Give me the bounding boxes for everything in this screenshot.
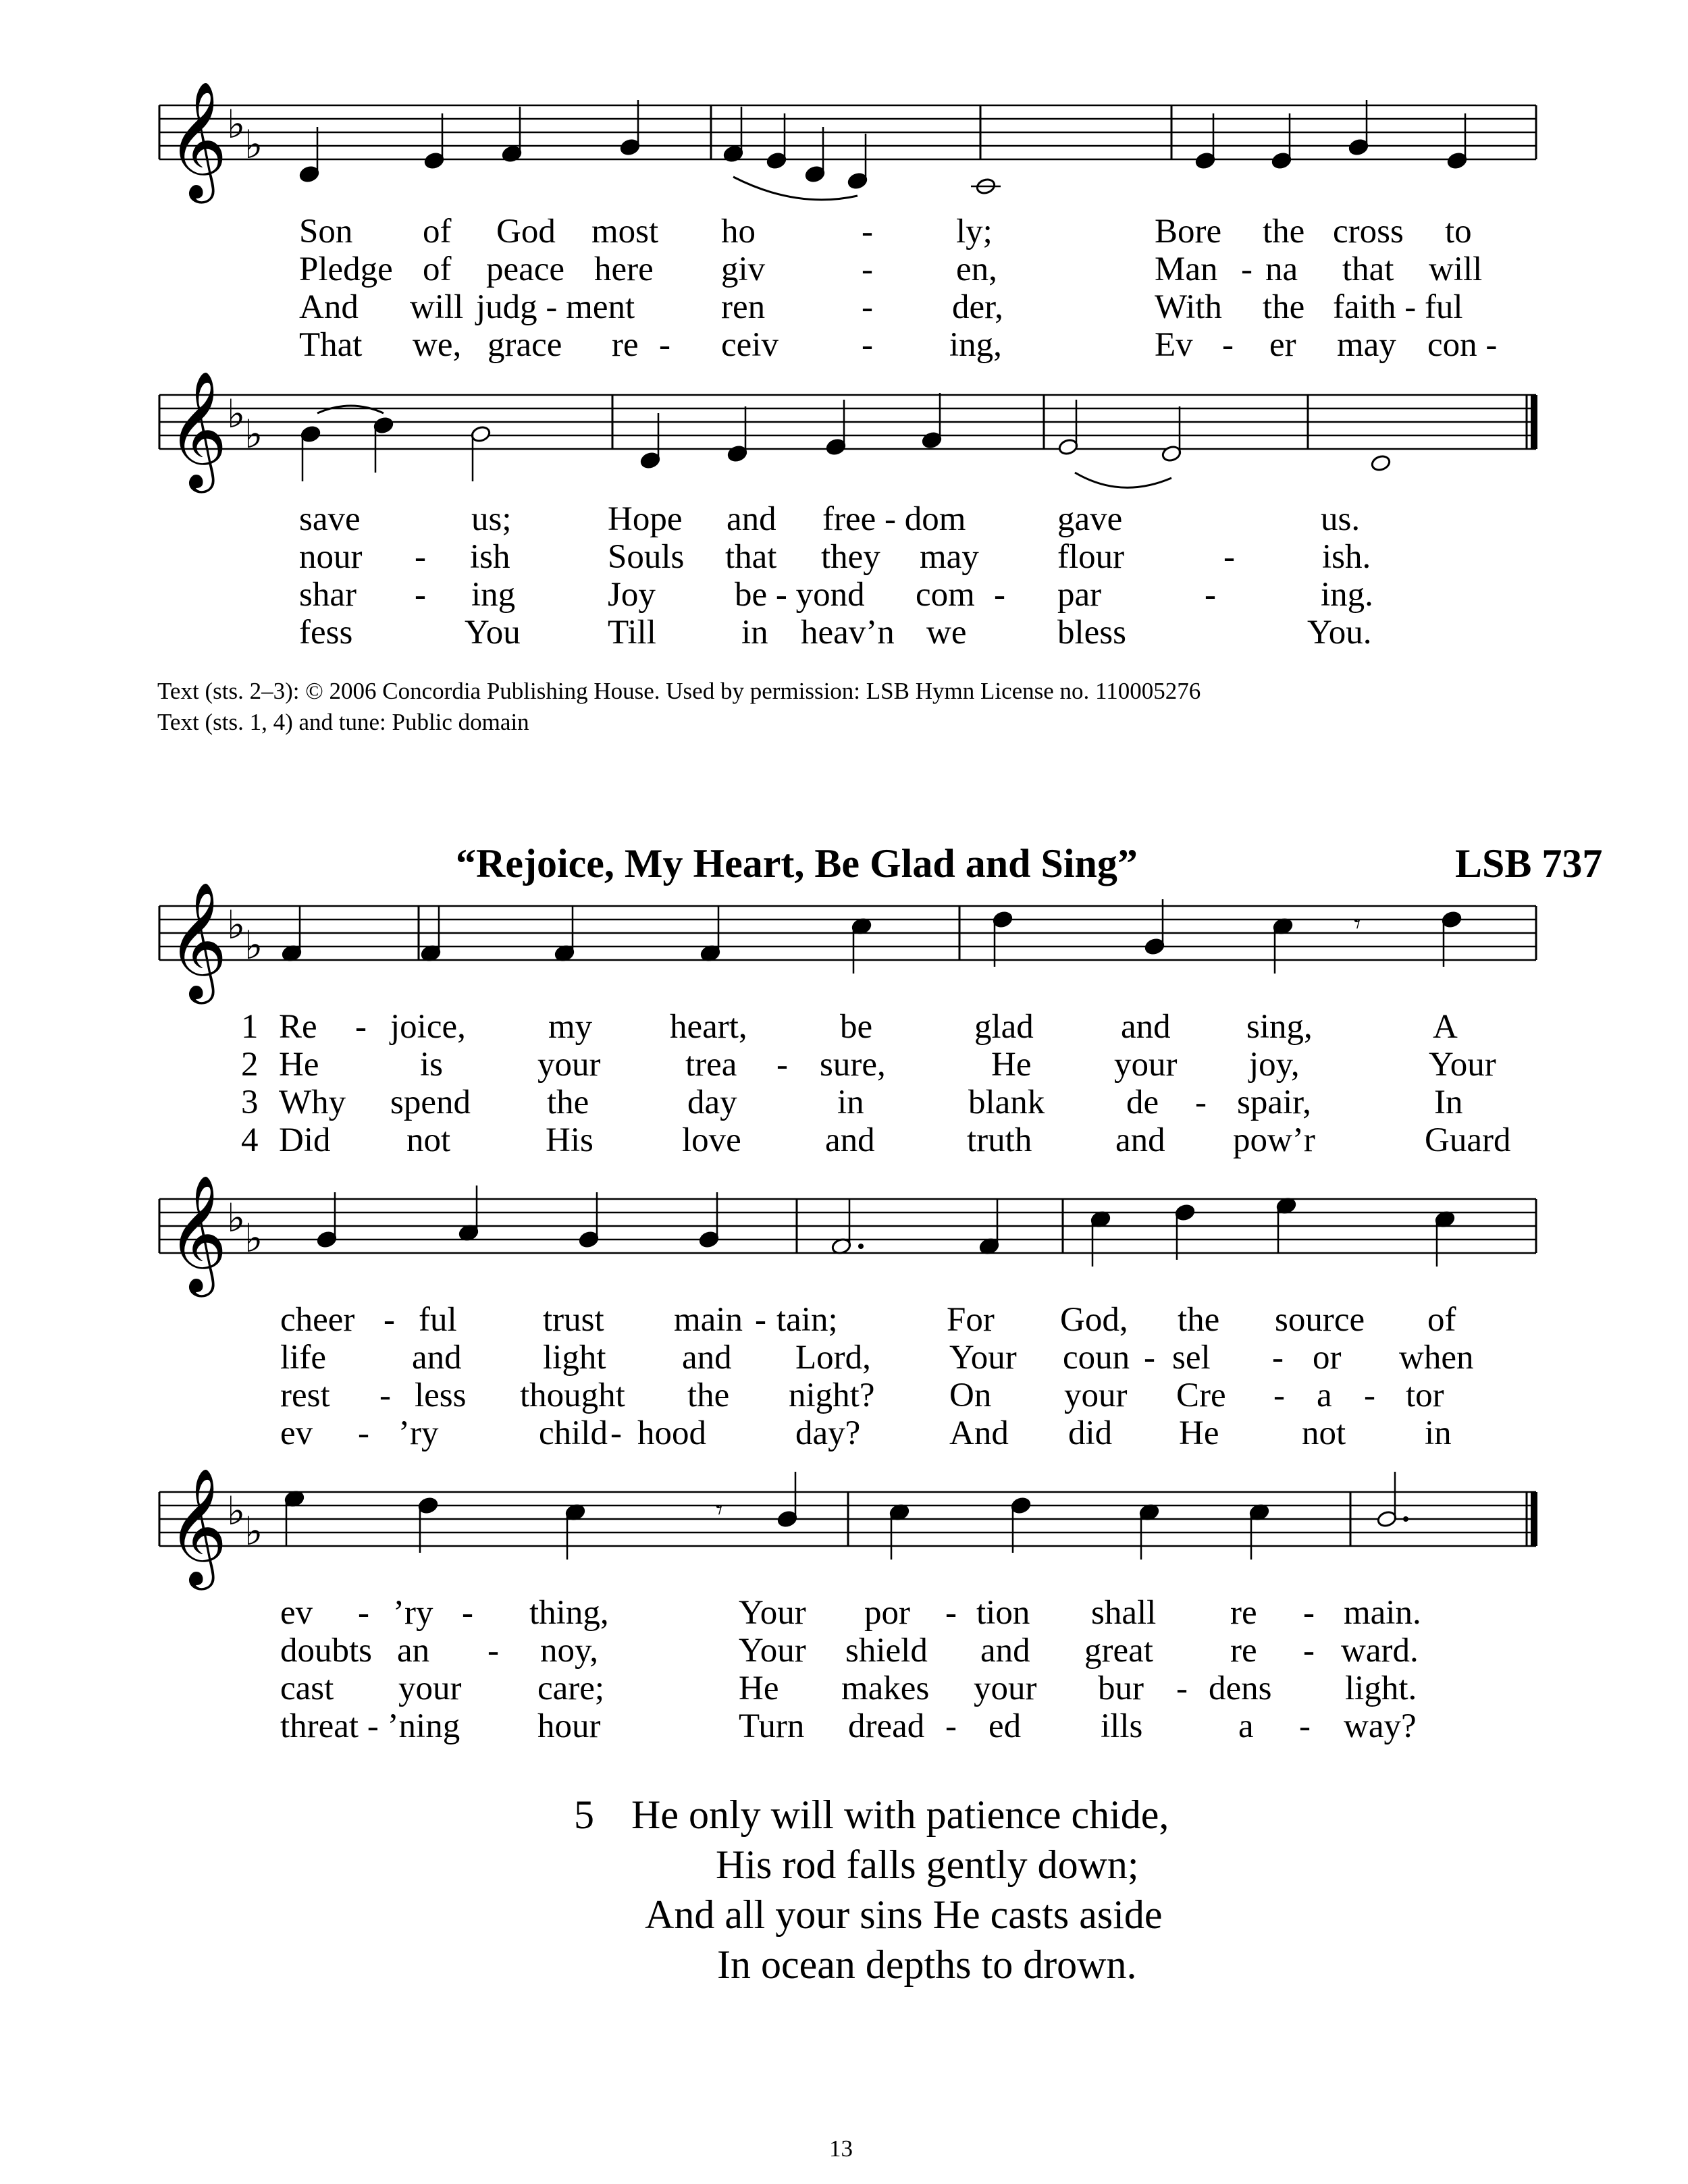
lyric: hood (637, 1414, 706, 1452)
lyric: makes (841, 1670, 930, 1707)
flat-sign: ♭ (244, 1215, 263, 1261)
dot (858, 1244, 864, 1249)
lyric: most (591, 213, 659, 250)
lyric: - (358, 1594, 369, 1632)
lyric: not (1302, 1414, 1346, 1452)
lyric: the (1263, 213, 1305, 250)
lyric: cast (280, 1670, 334, 1707)
lyric: will (1429, 250, 1483, 288)
lyric: heav’n (801, 614, 895, 651)
lyric: - (1176, 1670, 1188, 1707)
lyric: Guard (1425, 1121, 1511, 1159)
final-barline (1531, 395, 1537, 449)
flat-sign: ♭ (227, 391, 246, 437)
lyric: - (862, 250, 873, 288)
lyric: day (687, 1084, 737, 1121)
stanza-number: 4 (241, 1121, 259, 1159)
lyric: Did (279, 1121, 331, 1159)
lyric: Cre (1176, 1377, 1226, 1414)
lyric: - (945, 1594, 957, 1632)
credit-line: Text (sts. 2–3): © 2006 Concordia Publishing House. Used by permission: LSB Hymn License no. 110005276 (157, 678, 1201, 704)
lyric: And (299, 288, 359, 326)
lyric: in (837, 1084, 864, 1121)
lyric: shield (845, 1632, 928, 1670)
lyric: - (1299, 1707, 1311, 1745)
flat-sign: ♭ (227, 1488, 246, 1534)
lyric: us. (1321, 500, 1361, 538)
lyric: Why (279, 1084, 346, 1121)
lyric: your (1114, 1046, 1178, 1084)
lyric: we, (413, 326, 462, 364)
stanza-line: And all your sins He casts aside (645, 1892, 1163, 1937)
lyric: the (1178, 1301, 1220, 1339)
treble-clef: 𝄞 (167, 371, 228, 488)
lyric: spair, (1237, 1084, 1311, 1121)
hymn-title: “Rejoice, My Heart, Be Glad and Sing” (456, 841, 1138, 886)
lyric: Joy (608, 576, 656, 614)
lyric: ward. (1341, 1632, 1419, 1670)
note-head (1371, 454, 1392, 473)
lyric: tion (976, 1594, 1030, 1632)
lyric: glad (974, 1008, 1034, 1046)
lyric: re (1230, 1632, 1257, 1670)
lyric: Till (608, 614, 656, 651)
lyric: the (1263, 288, 1305, 326)
lyric: in (741, 614, 768, 651)
lyric: not (406, 1121, 451, 1159)
lyric: ed (988, 1707, 1022, 1745)
lyric: pow’r (1233, 1121, 1315, 1159)
lyric: He (739, 1670, 779, 1707)
lyric: love (682, 1121, 741, 1159)
lyric: faith - ful (1333, 288, 1463, 326)
lyric: save (299, 500, 361, 538)
stanza-number: 5 (574, 1792, 594, 1837)
slur (317, 406, 384, 413)
lyric: ho (721, 213, 756, 250)
lyric: and (727, 500, 776, 538)
lyric: Hope (608, 500, 683, 538)
lyric: spend (390, 1084, 471, 1121)
lyric: - (1223, 538, 1235, 576)
lyric: coun (1063, 1339, 1130, 1377)
lyric: na (1265, 250, 1298, 288)
treble-clef: 𝄞 (167, 882, 228, 999)
lyric: ing, (949, 326, 1002, 364)
lyric: - (415, 576, 426, 614)
lyric: cross (1333, 213, 1404, 250)
lyric: in (1425, 1414, 1452, 1452)
lyric: - (415, 538, 426, 576)
lyric: and (1121, 1008, 1171, 1046)
treble-clef: 𝄞 (167, 1468, 228, 1585)
lyric: child (539, 1414, 608, 1452)
lyric: thought (520, 1377, 625, 1414)
lyric: free - dom (822, 500, 966, 538)
lyric: - (355, 1008, 367, 1046)
stanza-line: His rod falls gently down; (716, 1842, 1139, 1887)
lyric: when (1399, 1339, 1474, 1377)
lyric: dread (848, 1707, 925, 1745)
lyric: your (398, 1670, 462, 1707)
lyric: rest (280, 1377, 330, 1414)
lyric: an (397, 1632, 430, 1670)
lyric: sure, (820, 1046, 886, 1084)
lyric: A (1433, 1008, 1458, 1046)
lyric: trust (543, 1301, 604, 1339)
flat-sign: ♭ (244, 411, 263, 457)
lyric: main. (1344, 1594, 1421, 1632)
lyric: ing (471, 576, 516, 614)
stanza-line: He only will with patience chide, (631, 1792, 1169, 1837)
lyric: giv (721, 250, 766, 288)
lyric: That (299, 326, 363, 364)
lyric: and (412, 1339, 462, 1377)
lyric: tor (1406, 1377, 1444, 1414)
lyric: re (612, 326, 639, 364)
lyric: truth (967, 1121, 1032, 1159)
lyric: Ev (1155, 326, 1193, 364)
lyric: less (415, 1377, 467, 1414)
lyric: ’ry (398, 1414, 439, 1452)
lyric: is (420, 1046, 444, 1084)
lyric: shall (1091, 1594, 1157, 1632)
flat-sign: ♭ (244, 922, 263, 968)
lyric: care; (537, 1670, 605, 1707)
lyric: Turn (739, 1707, 805, 1745)
lyric: be - yond (735, 576, 865, 614)
lyric: With (1155, 288, 1222, 326)
lyric: that (725, 538, 777, 576)
lyric: ev (280, 1414, 313, 1452)
lyric: your (537, 1046, 601, 1084)
lyric: heart, (670, 1008, 747, 1046)
lyric: cheer (280, 1301, 355, 1339)
lyric: - (358, 1414, 369, 1452)
lyric: bless (1057, 614, 1126, 651)
lyric: He (1179, 1414, 1219, 1452)
lyric: sel (1172, 1339, 1211, 1377)
lyric: - (776, 1046, 788, 1084)
lyric: - (462, 1594, 473, 1632)
stanza-number: 2 (241, 1046, 259, 1084)
lyric: - (862, 213, 873, 250)
lyric: of (423, 250, 452, 288)
lyric: He (279, 1046, 319, 1084)
flat-sign: ♭ (227, 902, 246, 948)
lyric: dens (1209, 1670, 1272, 1707)
lyric: der, (952, 288, 1003, 326)
lyric: shar (299, 576, 357, 614)
lyric: night? (789, 1377, 875, 1414)
stanza-number: 3 (241, 1084, 259, 1121)
lyric: God, (1060, 1301, 1128, 1339)
flat-sign: ♭ (227, 101, 246, 147)
treble-clef: 𝄞 (167, 1175, 228, 1292)
lyric: doubts (280, 1632, 373, 1670)
lyric: de (1126, 1084, 1159, 1121)
lyric: tain; (776, 1301, 838, 1339)
lyric: or (1313, 1339, 1342, 1377)
lyric: be (840, 1008, 873, 1046)
lyric: - (379, 1377, 391, 1414)
lyric: - (1272, 1339, 1284, 1377)
lyric: the (547, 1084, 589, 1121)
hymn-number: LSB 737 (1455, 841, 1603, 886)
lyric: us; (471, 500, 512, 538)
lyric: thing, (529, 1594, 609, 1632)
lyric: For (947, 1301, 995, 1339)
lyric: and (980, 1632, 1030, 1670)
lyric: Your (739, 1632, 806, 1670)
lyric: life (280, 1339, 326, 1377)
lyric: Your (1429, 1046, 1496, 1084)
dot (1403, 1516, 1408, 1522)
lyric: ev (280, 1594, 313, 1632)
lyric: - (862, 288, 873, 326)
lyric: fess (299, 614, 353, 651)
lyric: You. (1307, 614, 1372, 651)
lyric: - (1303, 1594, 1315, 1632)
lyric: - (945, 1707, 957, 1745)
lyric: Bore (1155, 213, 1222, 250)
lyric: your (1064, 1377, 1128, 1414)
lyric: joice, (390, 1008, 466, 1046)
lyric: Re (279, 1008, 317, 1046)
lyric: of (1427, 1301, 1456, 1339)
eighth-rest: 𝄾 (1354, 909, 1361, 940)
flat-sign: ♭ (244, 122, 263, 167)
lyric: ing. (1321, 576, 1373, 614)
lyric: Man (1155, 250, 1218, 288)
lyric: - (1222, 326, 1234, 364)
lyric: - (659, 326, 670, 364)
lyric: your (974, 1670, 1037, 1707)
lyric: God (496, 213, 556, 250)
page-number: 13 (829, 2135, 853, 2162)
lyric: - (994, 576, 1005, 614)
lyric: He (991, 1046, 1032, 1084)
lyric: ceiv (721, 326, 779, 364)
lyric: - (1364, 1377, 1375, 1414)
lyric: to (1445, 213, 1472, 250)
lyric: ly; (956, 213, 993, 250)
lyric: Lord, (795, 1339, 871, 1377)
lyric: they (821, 538, 880, 576)
lyric: Your (739, 1594, 806, 1632)
lyric: may (920, 538, 979, 576)
lyric: and (682, 1339, 732, 1377)
lyric: main (674, 1301, 743, 1339)
lyric: light (543, 1339, 606, 1377)
lyric: en, (956, 250, 997, 288)
lyric: will (410, 288, 464, 326)
lyric: - (610, 1414, 622, 1452)
lyric: a (1317, 1377, 1332, 1414)
flat-sign: ♭ (244, 1508, 263, 1554)
lyric: Son (299, 213, 353, 250)
lyric: way? (1344, 1707, 1417, 1745)
lyric: grace (487, 326, 562, 364)
lyric: the (687, 1377, 730, 1414)
lyric: Your (949, 1339, 1017, 1377)
flat-sign: ♭ (227, 1195, 246, 1241)
lyric: You (465, 614, 521, 651)
lyric: Pledge (299, 250, 393, 288)
credit-line: Text (sts. 1, 4) and tune: Public domain (157, 709, 529, 735)
lyric: may (1337, 326, 1396, 364)
lyric: - (755, 1301, 766, 1339)
lyric: In (1434, 1084, 1463, 1121)
eighth-rest: 𝄾 (716, 1495, 723, 1526)
lyric: - (487, 1632, 499, 1670)
lyric: great (1084, 1632, 1153, 1670)
lyric: hour (537, 1707, 601, 1745)
lyric: a (1238, 1707, 1254, 1745)
lyric: peace (486, 250, 565, 288)
lyric: gave (1057, 500, 1123, 538)
lyric: trea (685, 1046, 737, 1084)
lyric: - (1241, 250, 1252, 288)
lyric: threat - ’ning (280, 1707, 460, 1745)
lyric: bur (1098, 1670, 1144, 1707)
lyric: and (1115, 1121, 1165, 1159)
lyric: par (1057, 576, 1102, 614)
lyric: judg - ment (476, 288, 635, 326)
final-barline (1531, 1492, 1537, 1546)
lyric: ish (470, 538, 510, 576)
lyric: - (384, 1301, 395, 1339)
lyric: His (546, 1121, 594, 1159)
lyric: - (1144, 1339, 1155, 1377)
lyric: ren (721, 288, 766, 326)
lyric: On (949, 1377, 992, 1414)
lyric: ful (419, 1301, 457, 1339)
lyric: here (594, 250, 654, 288)
lyric: noy, (540, 1632, 598, 1670)
lyric: Souls (608, 538, 685, 576)
lyric: light. (1345, 1670, 1417, 1707)
stanza-line: In ocean depths to drown. (717, 1942, 1137, 1987)
lyric: con - (1427, 326, 1498, 364)
slur (1075, 473, 1171, 487)
lyric: ills (1101, 1707, 1143, 1745)
lyric: - (1273, 1377, 1285, 1414)
lyric: blank (968, 1084, 1045, 1121)
lyric: joy, (1249, 1046, 1300, 1084)
lyric: source (1275, 1301, 1365, 1339)
stanza-number: 1 (241, 1008, 259, 1046)
lyric: - (862, 326, 873, 364)
lyric: ’ry (393, 1594, 433, 1632)
treble-clef: 𝄞 (167, 81, 228, 198)
lyric: flour (1057, 538, 1125, 576)
lyric: And (949, 1414, 1009, 1452)
lyric: - (1303, 1632, 1315, 1670)
lyric: sing, (1246, 1008, 1313, 1046)
slur (733, 177, 858, 200)
lyric: - (1195, 1084, 1207, 1121)
lyric: ish. (1322, 538, 1371, 576)
lyric: er (1269, 326, 1296, 364)
lyric: com (916, 576, 975, 614)
lyric: we (926, 614, 967, 651)
lyric: that (1342, 250, 1394, 288)
lyric: and (825, 1121, 875, 1159)
lyric: my (548, 1008, 593, 1046)
lyric: re (1230, 1594, 1257, 1632)
lyric: of (423, 213, 452, 250)
lyric: did (1068, 1414, 1113, 1452)
lyric: - (1205, 576, 1216, 614)
lyric: por (864, 1594, 910, 1632)
lyric: day? (795, 1414, 861, 1452)
lyric: nour (299, 538, 363, 576)
